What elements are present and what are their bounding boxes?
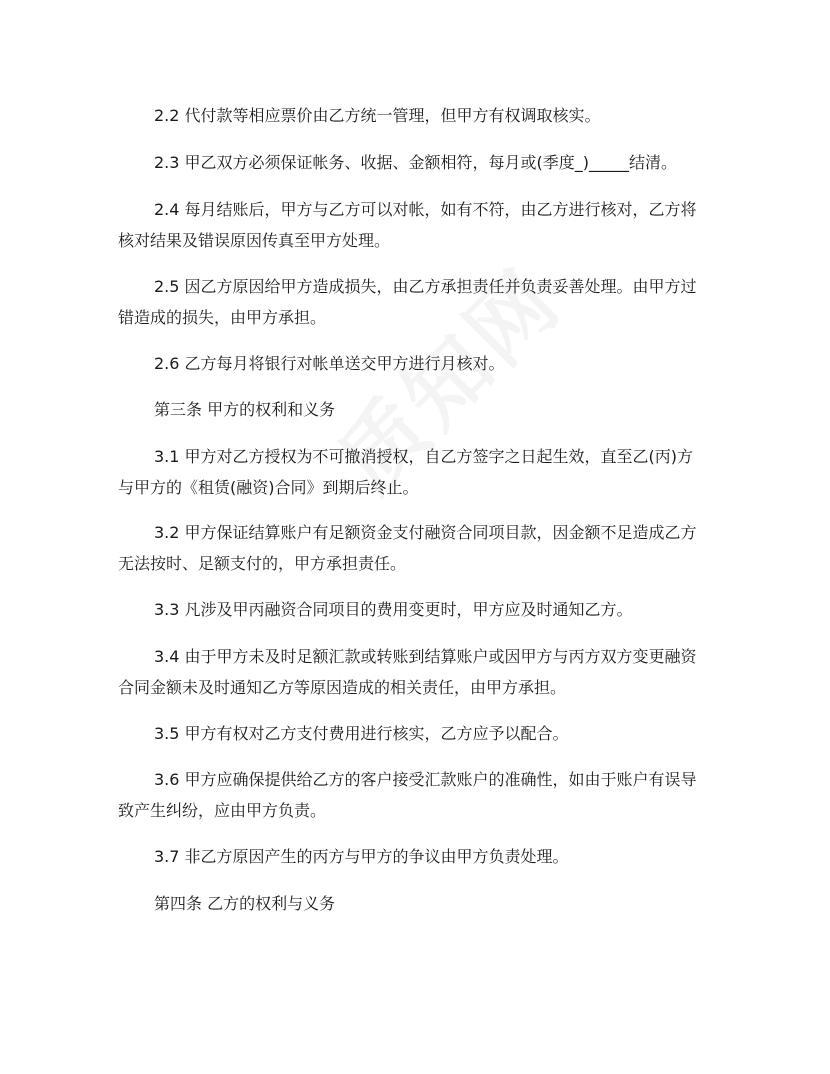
clause-line: 2.5 因乙方原因给甲方造成损失，由乙方承担责任并负责妥善处理。由甲方过 [154,277,697,296]
clause-line: 2.6 乙方每月将银行对帐单送交甲方进行月核对。 [154,354,505,373]
clause-3-2 [118,517,718,579]
clause-2-5 [118,271,718,333]
clause-3-4 [118,641,718,703]
clause-line: 3.1 甲方对乙方授权为不可撤消授权，自乙方签字之日起生效，直至乙(丙)方 [154,447,694,466]
clause-line: 3.5 甲方有权对乙方支付费用进行核实，乙方应予以配合。 [154,724,569,743]
clause-line: 错造成的损失，由甲方承担。 [118,308,327,327]
clause-line: 2.2 代付款等相应票价由乙方统一管理，但甲方有权调取核实。 [154,106,601,125]
clause-3-7 [118,841,718,872]
clause-line: 核对结果及错误原因传真至甲方处理。 [118,231,391,250]
clause-line: 无法按时、足额支付的，甲方承担责任。 [118,554,407,573]
clause-2-3 [118,147,718,178]
section-heading-article-4 [118,888,718,919]
clause-line: 3.6 甲方应确保提供给乙方的客户接受汇款账户的准确性，如由于账户有误导 [154,770,697,789]
clause-line: 3.2 甲方保证结算账户有足额资金支付融资合同项目款，因金额不足造成乙方 [154,523,697,542]
clause-line: 合同金额未及时通知乙方等原因造成的相关责任，由甲方承担。 [118,678,567,697]
section-heading-article-3 [118,394,718,425]
clause-line: 3.7 非乙方原因产生的丙方与甲方的争议由甲方负责处理。 [154,847,569,866]
clause-2-2 [118,100,718,131]
clause-3-5 [118,718,718,749]
clause-3-1 [118,441,718,503]
clause-line: 2.3 甲乙双方必须保证帐务、收据、金额相符，每月或(季度_)_____结清。 [154,153,678,172]
clause-2-6 [118,348,718,379]
section-heading: 第四条 乙方的权利与义务 [154,894,336,913]
clause-line: 3.3 凡涉及甲丙融资合同项目的费用变更时，甲方应及时通知乙方。 [154,600,633,619]
clause-line: 与甲方的《租赁(融资)合同》到期后终止。 [118,478,419,497]
clause-line: 致产生纠纷，应由甲方负责。 [118,801,327,820]
clause-3-3 [118,594,718,625]
clause-2-4 [118,194,718,256]
section-heading: 第三条 甲方的权利和义务 [154,400,336,419]
clause-3-6 [118,764,718,826]
clause-line: 3.4 由于甲方未及时足额汇款或转账到结算账户或因甲方与丙方双方变更融资 [154,647,697,666]
clause-line: 2.4 每月结账后，甲方与乙方可以对帐，如有不符，由乙方进行核对，乙方将 [154,200,697,219]
